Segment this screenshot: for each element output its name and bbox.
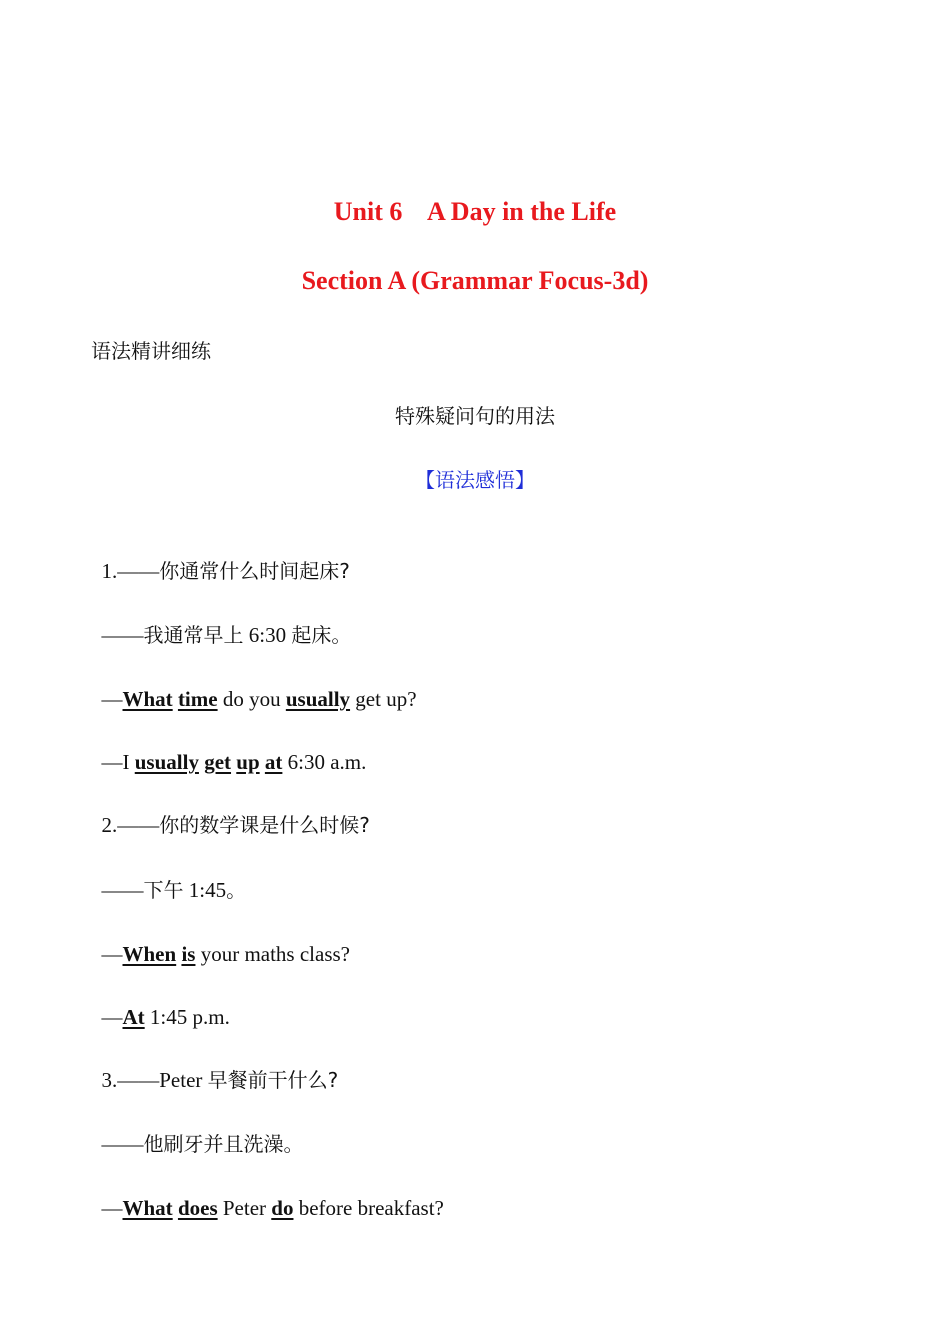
subsection-heading: 【语法感悟】 <box>415 468 535 492</box>
item-2-question-en <box>91 915 350 967</box>
item-number: 1.—— <box>101 559 160 583</box>
answer-blank: What <box>122 687 173 711</box>
text-segment: get up? <box>350 687 417 711</box>
question-cn-text: 你通常什么时间起床? <box>159 559 350 583</box>
text-segment: Peter <box>217 1196 272 1220</box>
text-segment: 6:30 a.m. <box>282 750 367 774</box>
dash: —I <box>101 750 135 774</box>
text-segment: before breakfast? <box>293 1196 444 1220</box>
answer-blank: up <box>236 750 260 774</box>
item-3-question-en <box>91 1169 444 1221</box>
answer-blank: At <box>122 1005 145 1029</box>
question-cn-text: 你的数学课是什么时候? <box>159 813 370 837</box>
text-segment: your maths class? <box>195 942 350 966</box>
answer-cn-time: 1:45 <box>183 878 227 902</box>
item-2-answer-en <box>91 978 230 1030</box>
dash: — <box>101 942 123 966</box>
dash: —— <box>101 1132 144 1156</box>
answer-cn-part: 我通常早上 <box>143 623 244 647</box>
text-segment: 1:45 p.m. <box>144 1005 230 1029</box>
topic-heading: 特殊疑问句的用法 <box>395 404 555 428</box>
answer-cn-part: 下午 <box>143 878 184 902</box>
answer-blank: get <box>204 750 232 774</box>
item-1-question-en <box>91 660 417 712</box>
item-1-question-cn <box>91 532 350 584</box>
item-3-question-cn <box>91 1041 338 1093</box>
answer-cn-part: 起床。 <box>291 623 352 647</box>
answer-cn-time: 6:30 <box>243 623 292 647</box>
text-segment: do you <box>217 687 286 711</box>
question-cn-text: 早餐前干什么? <box>207 1068 339 1092</box>
answer-blank: usually <box>285 687 351 711</box>
item-number: 2.—— <box>101 813 160 837</box>
page-subtitle: Section A (Grammar Focus-3d) <box>301 266 649 295</box>
answer-blank: at <box>264 750 283 774</box>
answer-blank: When <box>122 942 177 966</box>
answer-cn-part: 。 <box>226 878 247 902</box>
answer-cn-part: 他刷牙并且洗澡。 <box>143 1132 304 1156</box>
item-3-answer-cn <box>91 1105 304 1157</box>
answer-blank: do <box>271 1196 294 1220</box>
item-1-answer-cn <box>91 596 351 648</box>
answer-blank: What <box>122 1196 173 1220</box>
section-label: 语法精讲细练 <box>91 339 211 363</box>
dash: — <box>101 1005 123 1029</box>
item-1-answer-en <box>91 723 366 775</box>
dash: — <box>101 687 123 711</box>
answer-blank: time <box>177 687 218 711</box>
item-number: 3.—— <box>101 1068 160 1092</box>
question-cn-name: Peter <box>159 1068 208 1092</box>
dash: —— <box>101 623 144 647</box>
item-2-answer-cn <box>91 851 246 903</box>
answer-blank: usually <box>134 750 199 774</box>
dash: — <box>101 1196 123 1220</box>
answer-blank: is <box>181 942 196 966</box>
dash: —— <box>101 878 144 902</box>
answer-blank: does <box>177 1196 218 1220</box>
item-2-question-cn <box>91 786 370 838</box>
page-title: Unit 6 A Day in the Life <box>333 197 617 226</box>
